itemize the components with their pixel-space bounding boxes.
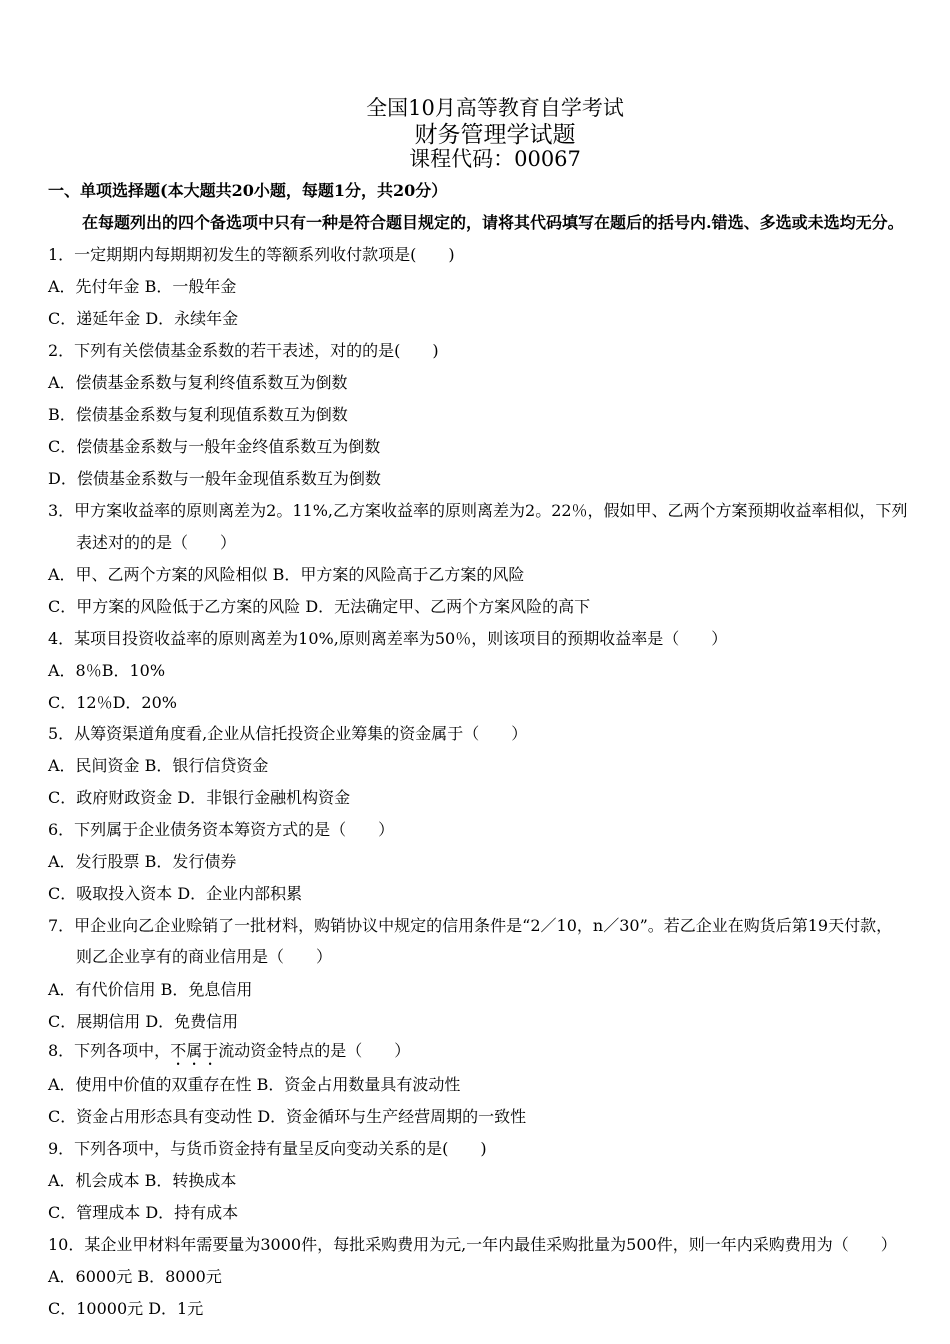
question-4-options-cd: C．12％D．20%: [48, 693, 177, 712]
question-2-option-b: B．偿债基金系数与复利现值系数互为倒数: [48, 405, 348, 424]
question-1-options-ab: A．先付年金 B．一般年金: [48, 277, 237, 296]
question-6-options-ab: A．发行股票 B．发行债券: [48, 852, 237, 871]
question-1-options-cd: C．递延年金 D．永续年金: [48, 309, 239, 328]
question-5-options-ab: A．民间资金 B．银行信贷资金: [48, 756, 269, 775]
question-5-options-cd: C．政府财政资金 D．非银行金融机构资金: [48, 788, 351, 807]
question-2-stem: 2．下列有关偿债基金系数的若干表述，对的的是( ): [48, 341, 439, 360]
question-3-stem-line2: 表述对的的是（ ）: [76, 533, 237, 552]
question-6-options-cd: C．吸取投入资本 D．企业内部积累: [48, 884, 303, 903]
question-2-option-c: C．偿债基金系数与一般年金终值系数互为倒数: [48, 437, 381, 456]
subject-title: 财务管理学试题: [414, 122, 576, 148]
exam-title: 全国10月高等教育自学考试: [366, 96, 624, 120]
question-9-stem: 9．下列各项中，与货币资金持有量呈反向变动关系的是( ): [48, 1139, 487, 1158]
question-7-stem-line1: 7．甲企业向乙企业赊销了一批材料，购销协议中规定的信用条件是“2／10，n／30”。若乙企业在购货后第19天付款，: [48, 916, 893, 935]
question-7-options-cd: C．展期信用 D．免费信用: [48, 1012, 239, 1031]
question-8-options-ab: A．使用中价值的双重存在性 B．资金占用数量具有波动性: [48, 1075, 461, 1094]
question-2-option-a: A．偿债基金系数与复利终值系数互为倒数: [48, 373, 348, 392]
question-8-options-cd: C．资金占用形态具有变动性 D．资金循环与生产经营周期的一致性: [48, 1107, 527, 1126]
question-6-stem: 6．下列属于企业债务资本筹资方式的是（ ）: [48, 820, 395, 839]
section-instruction: 在每题列出的四个备选项中只有一种是符合题目规定的，请将其代码填写在题后的括号内.错选、多选或未选均无分。: [82, 213, 904, 232]
question-4-options-ab: A．8％B．10%: [48, 661, 166, 680]
question-10-options-ab: A．6000元 B．8000元: [48, 1267, 222, 1286]
question-8-stem-suffix: 流动资金特点的是（ ）: [218, 1041, 411, 1060]
question-10-stem: 10．某企业甲材料年需要量为3000件，每批采购费用为元,一年内最佳采购批量为500件，则一年内采购费用为（ ）: [48, 1235, 897, 1254]
question-3-stem-line1: 3．甲方案收益率的原则离差为2。11%,乙方案收益率的原则离差为2。22％，假如甲、乙两个方案预期收益率相似，下列: [48, 501, 908, 520]
question-7-stem-line2: 则乙企业享有的商业信用是（ ）: [76, 947, 333, 966]
section-heading: 一、单项选择题(本大题共20小题，每题1分，共20分）: [48, 181, 448, 200]
question-9-options-cd: C．管理成本 D．持有成本: [48, 1203, 239, 1222]
question-5-stem: 5．从筹资渠道角度看,企业从信托投资企业筹集的资金属于（ ）: [48, 724, 528, 743]
question-8-stem-emphasis: 不属于: [170, 1041, 219, 1060]
question-9-options-ab: A．机会成本 B．转换成本: [48, 1171, 237, 1190]
question-4-stem: 4．某项目投资收益率的原则离差为10%,原则离差率为50％，则该项目的预期收益率是（ ）: [48, 629, 728, 648]
question-3-options-ab: A．甲、乙两个方案的风险相似 B．甲方案的风险高于乙方案的风险: [48, 565, 525, 584]
question-1-stem: 1．一定期期内每期期初发生的等额系列收付款项是( ): [48, 245, 455, 264]
question-10-options-cd: C．10000元 D．1元: [48, 1299, 204, 1318]
question-2-option-d: D．偿债基金系数与一般年金现值系数互为倒数: [48, 469, 381, 488]
question-8-stem-prefix: 8．下列各项中，: [48, 1041, 171, 1060]
question-8-stem: [48, 1040, 410, 1069]
question-3-options-cd: C．甲方案的风险低于乙方案的风险 D．无法确定甲、乙两个方案风险的高下: [48, 597, 591, 616]
course-code: 课程代码：00067: [409, 147, 581, 171]
question-7-options-ab: A．有代价信用 B．免息信用: [48, 980, 253, 999]
